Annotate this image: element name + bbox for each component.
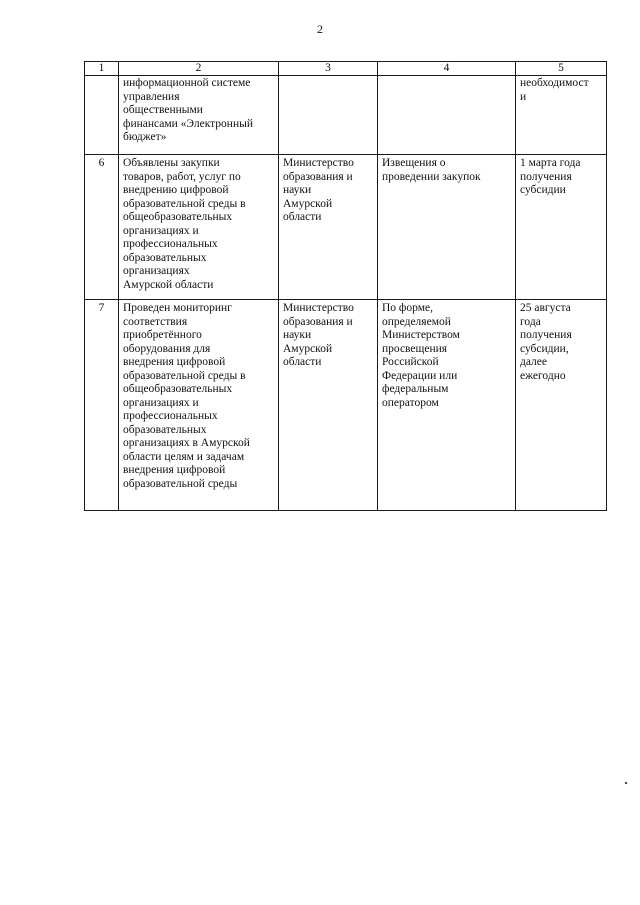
event-cell: [119, 155, 279, 300]
table-row: [85, 76, 607, 155]
document-text: По форме, определяемой Министерством просвещения Российской Федерации или федеральным оператором: [382, 302, 460, 409]
responsible-cell: [279, 76, 378, 155]
scan-speck: [625, 782, 627, 784]
row-number: 6: [98, 157, 105, 169]
row-number-cell: [85, 155, 119, 300]
document-cell: [378, 155, 516, 300]
column-header-1: 1: [85, 62, 119, 76]
deadline-cell: [516, 76, 607, 155]
document-cell: [378, 300, 516, 511]
table-row: [85, 155, 607, 300]
event-cell: [119, 76, 279, 155]
event-text: Объявлены закупки товаров, работ, услуг по внедрению цифровой образовательной среды в общеобразовательных организациях и профессиональных образовательных организациях Амурской области: [123, 157, 246, 291]
plan-table: [84, 61, 607, 511]
deadline-cell: [516, 155, 607, 300]
deadline-text: необходимост и: [520, 77, 589, 103]
page-number: 2: [317, 22, 323, 36]
responsible-text: Министерство образования и науки Амурской области: [283, 302, 354, 368]
column-header-5: 5: [516, 62, 607, 76]
column-header-4: 4: [378, 62, 516, 76]
deadline-text: 25 августа года получения субсидии, далее ежегодно: [520, 302, 572, 382]
event-cell: [119, 300, 279, 511]
table-row: [85, 300, 607, 511]
deadline-cell: [516, 300, 607, 511]
document-cell: [378, 76, 516, 155]
row-number-cell: [85, 300, 119, 511]
row-number-cell: [85, 76, 119, 155]
column-header-3: 3: [279, 62, 378, 76]
document-text: Извещения о проведении закупок: [382, 157, 481, 183]
event-text: Проведен мониторинг соответствия приобретённого оборудования для внедрения цифровой образовательной среды в общеобразовательных организациях и профессиональных образовательных организациях в Амурской области целям и задачам внедрения цифровой образовательной среды: [123, 302, 250, 490]
deadline-text: 1 марта года получения субсидии: [520, 157, 581, 196]
responsible-cell: [279, 300, 378, 511]
column-header-2: 2: [119, 62, 279, 76]
responsible-cell: [279, 155, 378, 300]
event-text: информационной системе управления общественными финансами «Электронный бюджет»: [123, 77, 253, 143]
row-number: 7: [98, 302, 105, 314]
table-header-row: [85, 62, 607, 76]
responsible-text: Министерство образования и науки Амурской области: [283, 157, 354, 223]
